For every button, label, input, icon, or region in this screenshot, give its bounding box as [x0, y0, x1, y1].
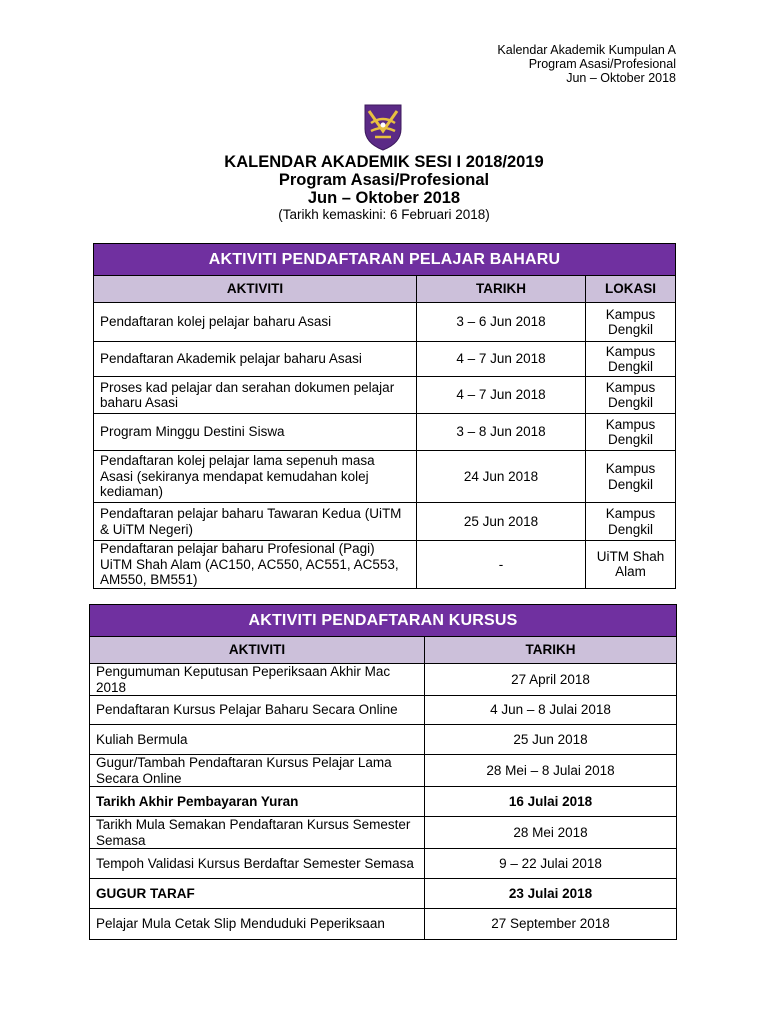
date-cell: 23 Julai 2018 [425, 879, 677, 909]
table-row [94, 503, 676, 541]
date-cell: 3 – 6 Jun 2018 [417, 303, 586, 342]
table-row [94, 541, 676, 589]
location-cell: Kampus Dengkil [586, 377, 676, 414]
program-subtitle: Program Asasi/Profesional [278, 171, 490, 189]
activity-cell: Pendaftaran pelajar baharu Tawaran Kedua (UiTM & UiTM Negeri) [94, 503, 417, 541]
update-note: (Tarikh kemaskini: 6 Februari 2018) [278, 207, 490, 222]
activity-cell: Tarikh Mula Semakan Pendaftaran Kursus Semester Semasa [90, 817, 425, 849]
period-subtitle: Jun – Oktober 2018 [307, 189, 461, 207]
course-registration-table [89, 604, 677, 940]
table-row [90, 787, 677, 817]
table-row [94, 303, 676, 342]
location-cell: Kampus Dengkil [586, 503, 676, 541]
document-heading [0, 153, 768, 223]
col-aktiviti: AKTIVITI [90, 637, 425, 664]
activity-cell: GUGUR TARAF [90, 879, 425, 909]
table-row [90, 909, 677, 940]
location-cell: Kampus Dengkil [586, 451, 676, 503]
activity-cell: Pelajar Mula Cetak Slip Menduduki Peperiksaan [90, 909, 425, 940]
location-cell: Kampus Dengkil [586, 342, 676, 377]
new-student-registration-table [93, 243, 676, 589]
activity-cell: Tempoh Validasi Kursus Berdaftar Semester Semasa [90, 849, 425, 879]
col-tarikh: TARIKH [417, 276, 586, 303]
date-cell: 16 Julai 2018 [425, 787, 677, 817]
table-row [90, 696, 677, 725]
col-lokasi: LOKASI [586, 276, 676, 303]
header-note-line-1: Kalendar Akademik Kumpulan A [497, 43, 676, 57]
table-row [94, 451, 676, 503]
activity-cell: Pendaftaran pelajar baharu Profesional (Pagi) UiTM Shah Alam (AC150, AC550, AC551, AC553, AM550, BM551) [94, 541, 417, 589]
activity-cell: Pendaftaran kolej pelajar lama sepenuh masa Asasi (sekiranya mendapat kemudahan kolej kediaman) [94, 451, 417, 503]
col-aktiviti: AKTIVITI [94, 276, 417, 303]
document-header-note [497, 43, 676, 85]
date-cell: 27 April 2018 [425, 664, 677, 696]
date-cell: 25 Jun 2018 [417, 503, 586, 541]
location-cell: UiTM Shah Alam [586, 541, 676, 589]
table-row [90, 817, 677, 849]
activity-cell: Pendaftaran kolej pelajar baharu Asasi [94, 303, 417, 342]
activity-cell: Gugur/Tambah Pendaftaran Kursus Pelajar Lama Secara Online [90, 755, 425, 787]
table1-title: AKTIVITI PENDAFTARAN PELAJAR BAHARU [94, 244, 676, 276]
date-cell: - [417, 541, 586, 589]
date-cell: 3 – 8 Jun 2018 [417, 414, 586, 451]
activity-cell: Pendaftaran Kursus Pelajar Baharu Secara Online [90, 696, 425, 725]
date-cell: 24 Jun 2018 [417, 451, 586, 503]
activity-cell: Proses kad pelajar dan serahan dokumen pelajar baharu Asasi [94, 377, 417, 414]
header-note-line-2: Program Asasi/Profesional [528, 57, 676, 71]
date-cell: 4 – 7 Jun 2018 [417, 377, 586, 414]
date-cell: 9 – 22 Julai 2018 [425, 849, 677, 879]
page-title: KALENDAR AKADEMIK SESI I 2018/2019 [224, 153, 544, 171]
table-row [90, 879, 677, 909]
activity-cell: Pendaftaran Akademik pelajar baharu Asasi [94, 342, 417, 377]
table-row [90, 664, 677, 696]
date-cell: 25 Jun 2018 [425, 725, 677, 755]
activity-cell: Program Minggu Destini Siswa [94, 414, 417, 451]
location-cell: Kampus Dengkil [586, 414, 676, 451]
uitm-crest-icon [363, 103, 403, 151]
activity-cell: Tarikh Akhir Pembayaran Yuran [90, 787, 425, 817]
header-note-line-3: Jun – Oktober 2018 [566, 71, 676, 85]
table2-title: AKTIVITI PENDAFTARAN KURSUS [90, 605, 677, 637]
table-row [90, 755, 677, 787]
table-row [94, 414, 676, 451]
date-cell: 28 Mei 2018 [425, 817, 677, 849]
date-cell: 4 Jun – 8 Julai 2018 [425, 696, 677, 725]
table-row [94, 342, 676, 377]
table-row [90, 849, 677, 879]
date-cell: 27 September 2018 [425, 909, 677, 940]
date-cell: 4 – 7 Jun 2018 [417, 342, 586, 377]
activity-cell: Pengumuman Keputusan Peperiksaan Akhir Mac 2018 [90, 664, 425, 696]
location-cell: Kampus Dengkil [586, 303, 676, 342]
col-tarikh: TARIKH [425, 637, 677, 664]
date-cell: 28 Mei – 8 Julai 2018 [425, 755, 677, 787]
table-row [90, 725, 677, 755]
activity-cell: Kuliah Bermula [90, 725, 425, 755]
table-row [94, 377, 676, 414]
